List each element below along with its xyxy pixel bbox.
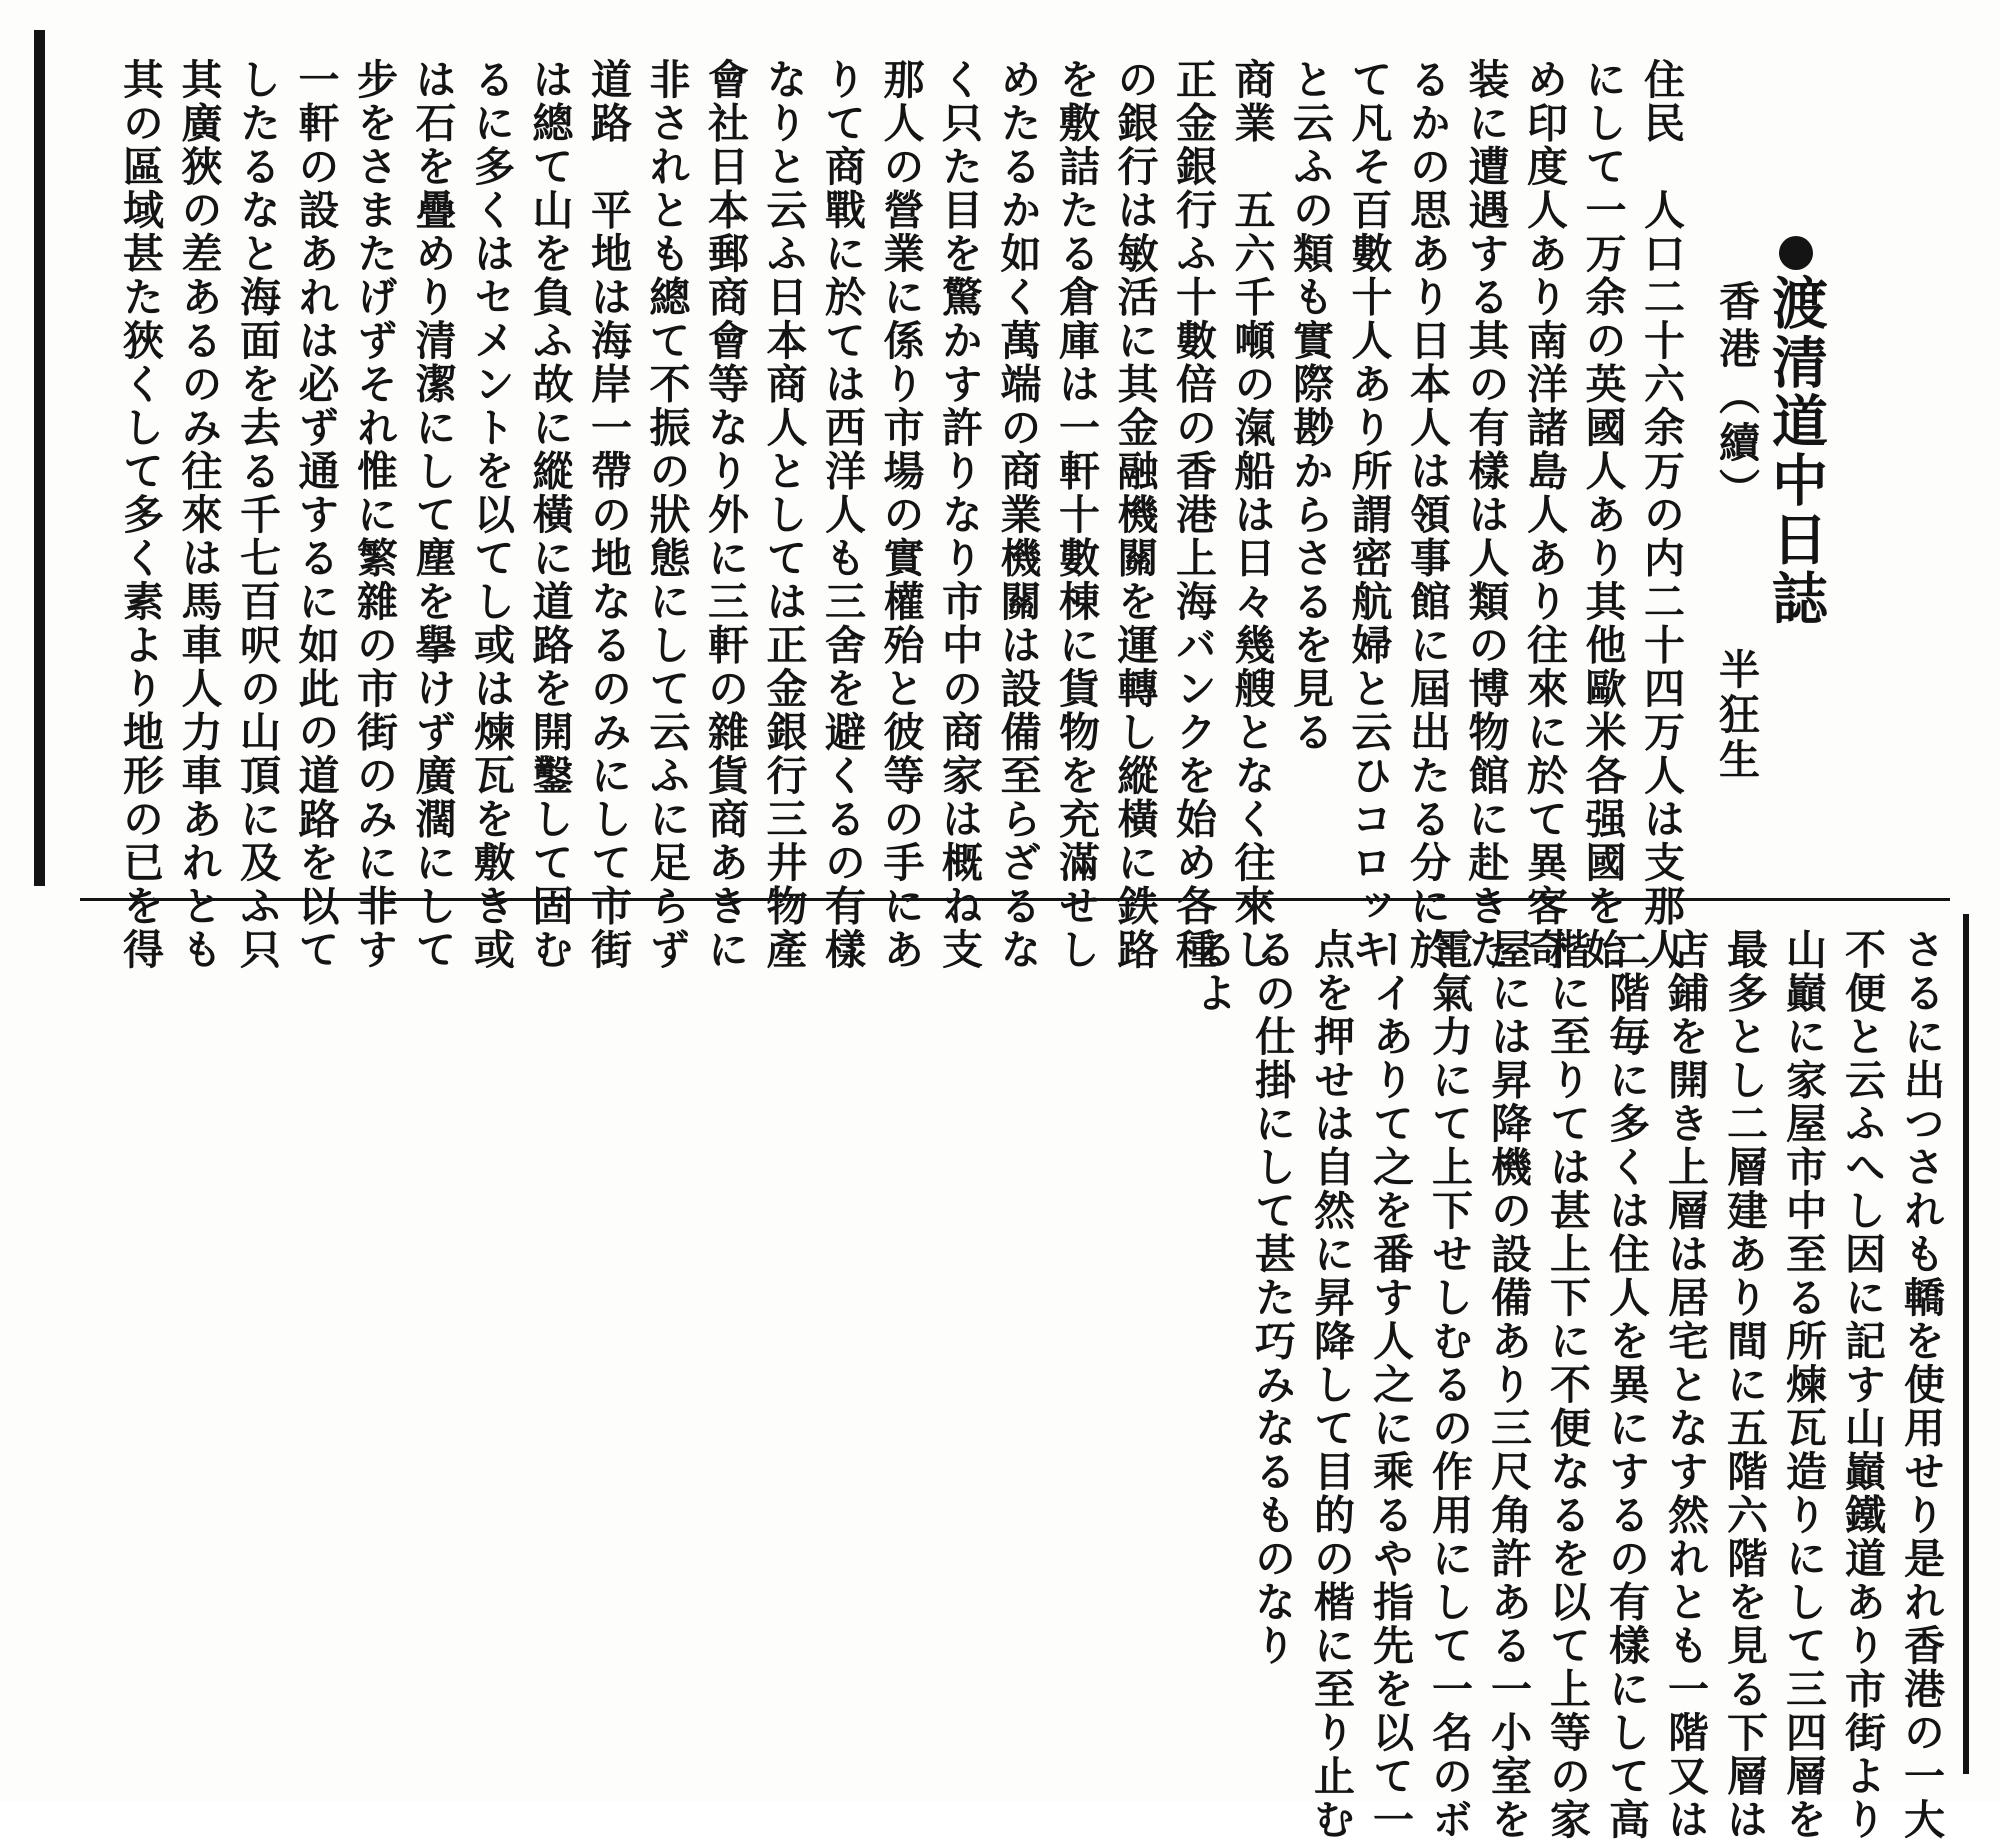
top_columns-column: るかの思あり日本人は領事館に屆出たる分に於	[1403, 58, 1451, 972]
bottom_columns-column: 屋には昇降機の設備あり三尺角許ある一小室を	[1484, 928, 1532, 1842]
right-border-rule	[1963, 914, 1969, 1774]
top_columns-column: 非されとも總て不振の狀態にして云ふに足らず	[642, 58, 691, 972]
top_columns-column: は總て山を負ふ故に縱橫に道路を開鑿して固む	[525, 58, 574, 972]
top_columns-column: を敷詰たる倉庫は一軒十數棟に貨物を充滿せし	[1052, 58, 1100, 972]
top_columns-column: めたるか如く萬端の商業機關は設備至らざるな	[993, 58, 1042, 972]
top_columns-column: 装に遭遇する其の有樣は人類の博物館に赴きた	[1461, 58, 1510, 972]
article-title	[1763, 236, 1829, 628]
top_columns-column: て凡そ百數十人あり所謂密航婦と云ひコロッキ	[1344, 58, 1393, 972]
article-subtitle: 香港（續）	[1712, 280, 1760, 515]
top_columns-column: るに多くはセメントを以てし或は煉瓦を敷き或	[467, 58, 515, 972]
bottom_columns-column: 電氣力にて上下せしむるの作用にして一名のボ	[1425, 928, 1473, 1842]
top_columns-column: 其の區域甚た狹くして多く素より地形の已を得	[116, 58, 164, 972]
top_columns-column: なりと云ふ日本商人としては正金銀行三井物產	[759, 58, 808, 972]
top_columns-column: したるなと海面を去る千七百呎の山頂に及ふ只	[233, 58, 281, 972]
top_columns-column: は石を疊めり清潔にして塵を擧けず廣濶にして	[408, 58, 457, 972]
bottom_columns-column: 山巓に家屋市中至る所煉瓦造りにして三四層を	[1779, 928, 1827, 1842]
top_columns-column: と云ふの類も實際尠からさるを見る	[1286, 58, 1334, 754]
top_columns-column: 其廣狹の差あるのみ往來は馬車人力車あれとも	[174, 58, 223, 972]
bottom_columns-column: 楷に至りては甚上下に不便なるを以て上等の家	[1543, 928, 1591, 1842]
article-title-text: 渡清道中日誌	[1763, 274, 1829, 628]
bottom_columns-column: 二階毎に多くは住人を異にするの有樣にして高	[1602, 928, 1650, 1842]
top_columns-column: 住民 人口二十六余万の内二十四万人は支那人	[1637, 58, 1685, 972]
bottom_columns-column: ーイありて之を番す人之に乘るや指先を以て一	[1366, 928, 1414, 1842]
top_columns-column: にして一万余の英國人あり其他歐米各强國を始	[1578, 58, 1627, 972]
top_columns-column: 正金銀行ふ十數倍の香港上海バンクを始め各種	[1169, 58, 1217, 972]
left-border-rule	[34, 30, 45, 886]
article-author: 半狂生	[1712, 648, 1760, 783]
top_columns-column: 會社日本郵商會等なり外に三軒の雜貨商あきに	[701, 58, 749, 972]
bottom_columns-column: 最多とし二層建あり間に五階六階を見る下層は	[1720, 928, 1768, 1842]
bottom_columns-column: 点を押せは自然に昇降して目的の楷に至り止む	[1307, 928, 1355, 1842]
top_columns-column: 一軒の設あれは必ず通するに如此の道路を以て	[291, 58, 340, 972]
top_columns-column: 道路 平地は海岸一帶の地なるのみにして市街	[584, 58, 632, 972]
bottom_columns-column: るの仕掛にして甚た巧みなるものなり	[1248, 928, 1296, 1668]
bullet-mark-icon	[1779, 236, 1813, 270]
top_columns-column: 那人の營業に係り市場の實權殆と彼等の手にあ	[876, 58, 925, 972]
top_columns-column: の銀行は敏活に其金融機關を運轉し縱橫に鉄路	[1110, 58, 1159, 972]
bottom_columns-column: 店鋪を開き上層は居宅となす然れとも一階又は	[1661, 928, 1709, 1842]
top_columns-column: りて商戰に於ては西洋人も三舍を避くるの有樣	[818, 58, 866, 972]
top_columns-column: く只た目を驚かす許りなり市中の商家は概ね支	[935, 58, 983, 972]
top_columns-column: 商業 五六千噸の滊船は日々幾艘となく往來し	[1227, 58, 1276, 972]
bottom_columns-column: 不便と云ふへし因に記す山巓鐵道あり市街より	[1838, 928, 1886, 1842]
top_columns-column: め印度人あり南洋諸島人あり往來に於て異客奇	[1520, 58, 1568, 972]
top_columns-column: 步をさまたげずそれ惟に繁雜の市街のみに非す	[350, 58, 398, 972]
bottom_columns-column: さるに出つされも轎を使用せり是れ香港の一大	[1897, 928, 1945, 1842]
bottom_columns-column: るよ	[1189, 928, 1237, 1015]
